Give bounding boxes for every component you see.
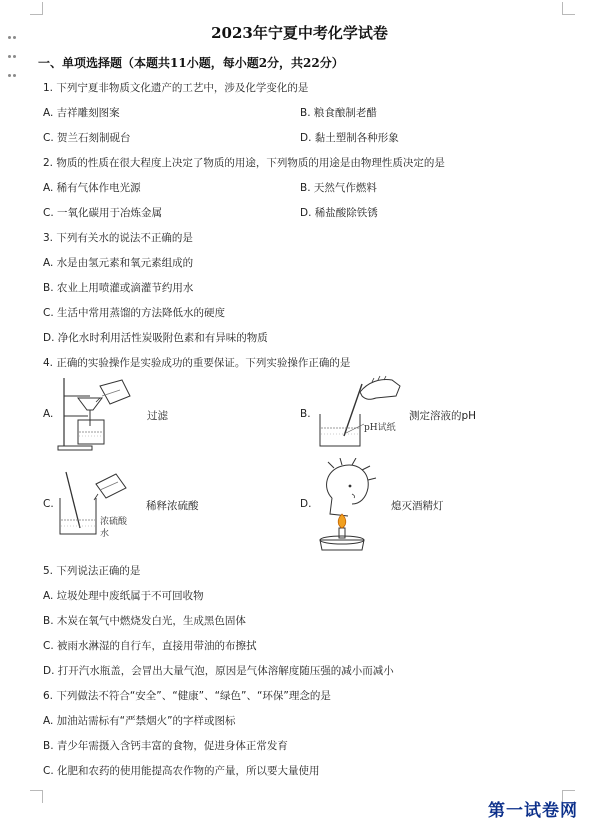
q4-option-b-letter: B. <box>300 408 311 420</box>
q1-stem: 1. 下列宁夏非物质文化遗产的工艺中，涉及化学变化的是 <box>43 82 309 94</box>
q4-option-d-text: 熄灭酒精灯 <box>391 500 444 512</box>
crop-mark-top-right <box>562 2 575 15</box>
q3-option-a: A. 水是由氢元素和氧元素组成的 <box>43 257 194 269</box>
watermark-logo: 第一试卷网 <box>488 801 578 821</box>
q2-option-b: B. 天然气作燃料 <box>300 182 377 194</box>
q3-option-d: D. 净化水时利用活性炭吸附色素和有异味的物质 <box>43 332 268 344</box>
q2-stem: 2. 物质的性质在很大程度上决定了物质的用途，下列物质的用途是由物理性质决定的是 <box>43 157 445 169</box>
crop-mark-bottom-left <box>30 790 43 803</box>
q4-option-a-letter: A. <box>43 408 54 420</box>
crop-mark-top-left <box>30 2 43 15</box>
q4-option-c-text: 稀释浓硫酸 <box>146 500 199 512</box>
q4-option-b-text: 测定溶液的pH <box>409 410 477 422</box>
q5-option-b: B. 木炭在氧气中燃烧发白光，生成黑色固体 <box>43 615 246 627</box>
dilute-sulfuric-acid-figure <box>56 468 136 550</box>
conc-acid-label: 浓硫酸 <box>100 517 128 527</box>
q1-option-c: C. 贺兰石刻制砚台 <box>43 132 131 144</box>
q5-option-a: A. 垃圾处理中废纸属于不可回收物 <box>43 590 204 602</box>
filtration-apparatus-figure <box>56 374 136 452</box>
q6-option-c: C. 化肥和农药的使用能提高农作物的产量，所以要大量使用 <box>43 765 320 777</box>
section-heading: 一、单项选择题（本题共11小题，每小题2分，共22分） <box>38 56 344 70</box>
q4-option-d-letter: D. <box>300 498 312 510</box>
q3-option-c: C. 生活中常用蒸馏的方法降低水的硬度 <box>43 307 226 319</box>
q5-option-d: D. 打开汽水瓶盖，会冒出大量气泡，原因是气体溶解度随压强的减小而减小 <box>43 665 394 677</box>
q3-option-b: B. 农业上用喷灌或滴灌节约用水 <box>43 282 194 294</box>
q1-option-b: B. 粮食酿制老醋 <box>300 107 377 119</box>
ph-paper-label: pH试纸 <box>364 423 396 433</box>
q4-option-a-text: 过滤 <box>147 410 168 422</box>
q5-stem: 5. 下列说法正确的是 <box>43 565 141 577</box>
q4-stem: 4. 正确的实验操作是实验成功的重要保证。下列实验操作正确的是 <box>43 357 351 369</box>
page-title: 2023年宁夏中考化学试卷 <box>211 24 388 42</box>
q1-option-d: D. 黏土塑制各种形象 <box>300 132 399 144</box>
q2-option-d: D. 稀盐酸除铁锈 <box>300 207 378 219</box>
q6-option-b: B. 青少年需摄入含钙丰富的食物，促进身体正常发育 <box>43 740 288 752</box>
q2-option-a: A. 稀有气体作电光源 <box>43 182 141 194</box>
water-label: 水 <box>100 529 110 539</box>
extinguish-lamp-figure <box>312 458 386 554</box>
q5-option-c: C. 被雨水淋湿的自行车，直接用带油的布擦拭 <box>43 640 257 652</box>
q1-option-a: A. 吉祥雕刻图案 <box>43 107 120 119</box>
ph-test-figure <box>314 374 406 452</box>
q2-option-c: C. 一氧化碳用于冶炼金属 <box>43 207 163 219</box>
q6-stem: 6. 下列做法不符合“安全”、“健康”、“绿色”、“环保”理念的是 <box>43 690 331 702</box>
q6-option-a: A. 加油站需标有“严禁烟火”的字样或图标 <box>43 715 236 727</box>
q4-option-c-letter: C. <box>43 498 54 510</box>
q3-stem: 3. 下列有关水的说法不正确的是 <box>43 232 193 244</box>
